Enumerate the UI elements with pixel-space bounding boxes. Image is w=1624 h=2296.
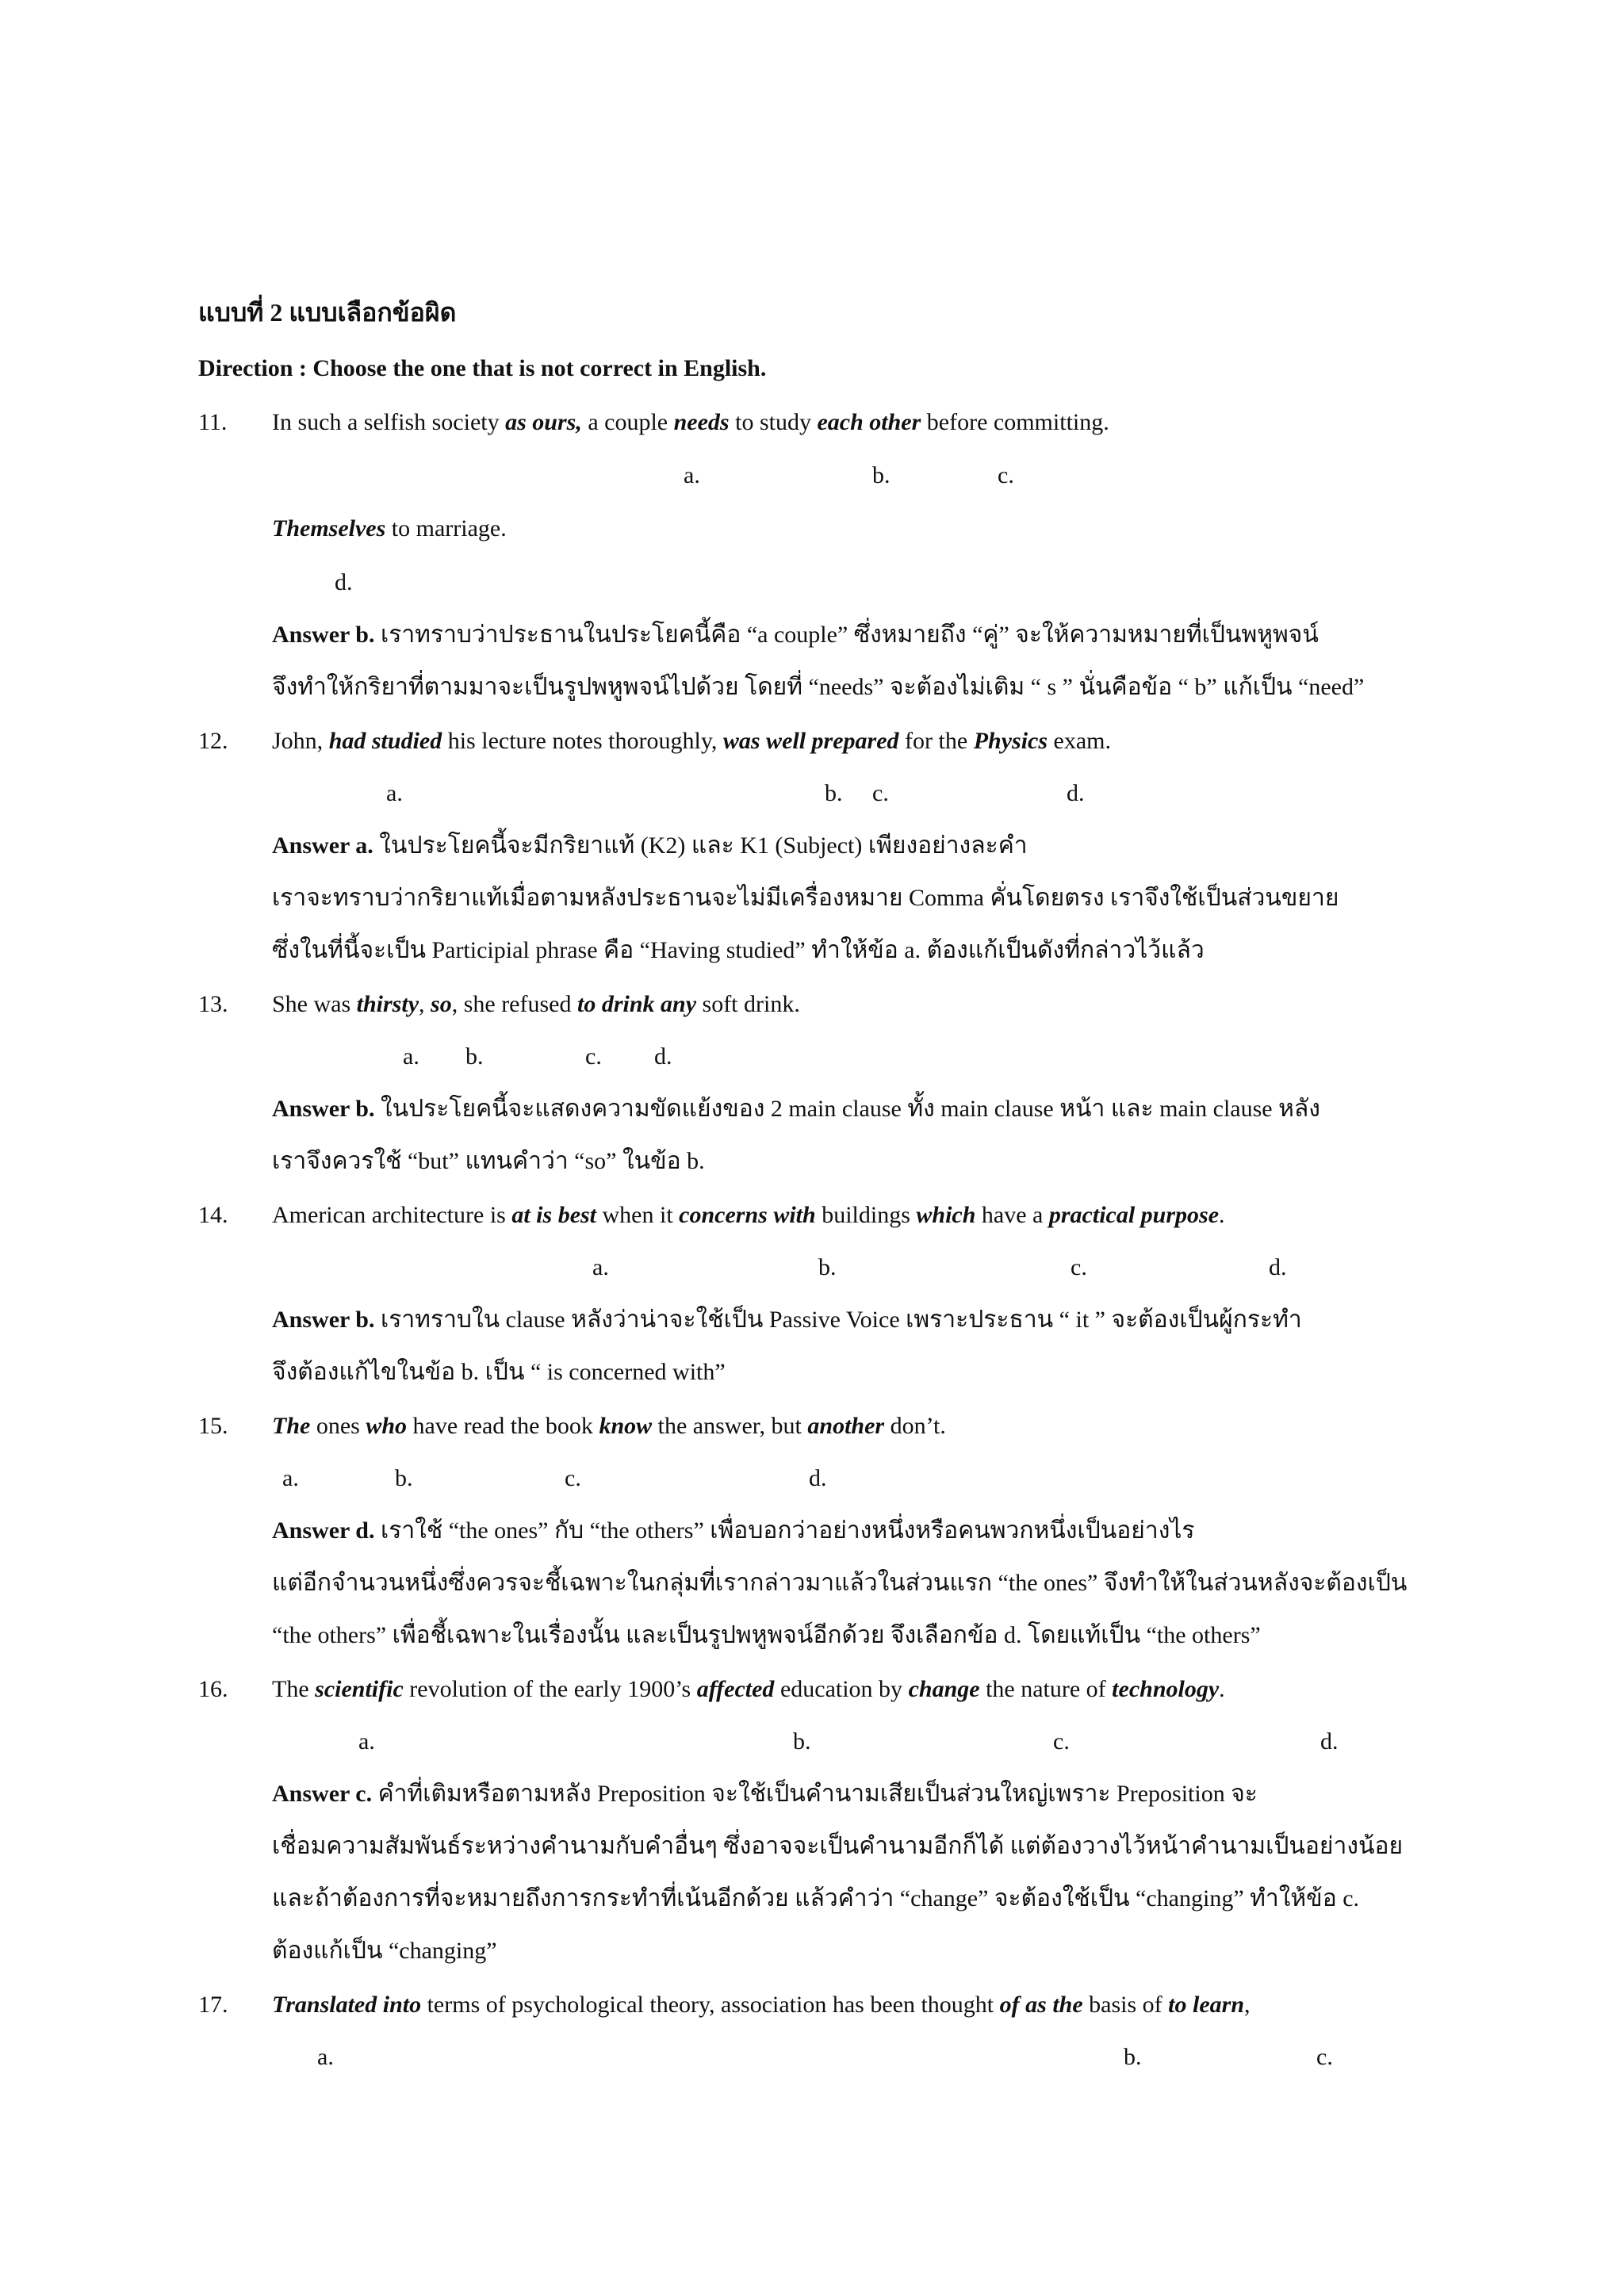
answer-12-line-2: เราจะทราบว่ากริยาแท้เมื่อตามหลังประธานจะไม่มีเครื่องหมาย Comma คั่นโดยตรง เราจึงใช้เป็นส่วนขยาย — [272, 885, 1339, 911]
answer-16-line-3: และถ้าต้องการที่จะหมายถึงการกระทำที่เน้นอีกด้วย แล้วคำว่า “change” จะต้องใช้เป็น “changing” ทำให้ข้อ c. — [272, 1885, 1360, 1911]
choice-label-a: a. — [358, 1728, 375, 1755]
choice-label-b: b. — [818, 1254, 837, 1280]
choice-label-a: a. — [317, 2044, 334, 2070]
choice-label-b: b. — [1124, 2044, 1142, 2070]
answer-12-line-1: Answer a. ในประโยคนี้จะมีกริยาแท้ (K2) และ K1 (Subject) เพียงอย่างละคำ — [272, 832, 1028, 859]
answer-14-line-2: จึงต้องแก้ไขในข้อ b. เป็น “ is concerned with” — [272, 1359, 726, 1385]
choice-label-c: c. — [1071, 1254, 1087, 1280]
choice-label-c: c. — [585, 1043, 602, 1070]
direction-text: Direction : Choose the one that is not correct in English. — [198, 355, 767, 381]
question-13-text: She was thirsty, so, she refused to drink any soft drink. — [272, 991, 800, 1017]
question-number: 12. — [198, 728, 228, 754]
answer-12-line-3: ซึ่งในที่นี้จะเป็น Participial phrase คือ “Having studied” ทำให้ข้อ a. ต้องแก้เป็นดังที่กล่าวไว้แล้ว — [272, 937, 1205, 963]
choice-label-a: a. — [282, 1465, 299, 1491]
answer-11-line-1: Answer b. เราทราบว่าประธานในประโยคนี้คือ “a couple” ซึ่งหมายถึง “คู่” จะให้ความหมายที่เป็นพหูพจน์ — [272, 622, 1319, 648]
choice-label-b: b. — [395, 1465, 413, 1491]
question-17-text: Translated into terms of psychological theory, association has been thought of as the basis of to learn, — [272, 1992, 1251, 2018]
answer-16-line-4: ต้องแก้เป็น “changing” — [272, 1938, 497, 1964]
question-number: 17. — [198, 1992, 228, 2018]
question-number: 13. — [198, 991, 228, 1017]
question-11-text: In such a selfish society as ours, a couple needs to study each other before committing. — [272, 409, 1109, 435]
question-11-continuation: Themselves to marriage. — [272, 515, 507, 541]
question-number: 16. — [198, 1676, 228, 1702]
question-12-text: John, had studied his lecture notes thoroughly, was well prepared for the Physics exam. — [272, 728, 1111, 754]
question-number: 15. — [198, 1413, 228, 1439]
choice-label-c: c. — [1053, 1728, 1070, 1755]
choice-label-c: c. — [1316, 2044, 1333, 2070]
question-number: 14. — [198, 1202, 228, 1228]
choice-label-d: d. — [1320, 1728, 1339, 1755]
question-number: 11. — [198, 409, 228, 435]
choice-label-d: d. — [654, 1043, 672, 1070]
choice-label-a: a. — [386, 780, 403, 806]
choice-label-d: d. — [809, 1465, 827, 1491]
answer-15-line-2: แต่อีกจำนวนหนึ่งซึ่งควรจะชี้เฉพาะในกลุ่มที่เรากล่าวมาแล้วในส่วนแรก “the ones” จึงทำให้ในส่วนหลังจะต้องเป็น — [272, 1570, 1408, 1596]
choice-label-b: b. — [872, 462, 891, 488]
answer-15-line-3: “the others” เพื่อชี้เฉพาะในเรื่องนั้น และเป็นรูปพหูพจน์อีกด้วย จึงเลือกข้อ d. โดยแท้เป็น “the others” — [272, 1622, 1261, 1648]
choice-label-c: c. — [565, 1465, 581, 1491]
answer-14-line-1: Answer b. เราทราบใน clause หลังว่าน่าจะใช้เป็น Passive Voice เพราะประธาน “ it ” จะต้องเป็นผู้กระทำ — [272, 1307, 1302, 1333]
section-title: แบบที่ 2 แบบเลือกข้อผิด — [198, 298, 457, 327]
choice-label-d: d. — [335, 569, 353, 595]
choice-label-a: a. — [403, 1043, 419, 1070]
answer-16-line-2: เชื่อมความสัมพันธ์ระหว่างคำนามกับคำอื่นๆ ซึ่งอาจจะเป็นคำนามอีกก็ได้ แต่ต้องวางไว้หน้าคำนามเป็นอย่างน้อย — [272, 1833, 1404, 1859]
choice-label-d: d. — [1067, 780, 1085, 806]
answer-15-line-1: Answer d. เราใช้ “the ones” กับ “the others” เพื่อบอกว่าอย่างหนึ่งหรือคนพวกหนึ่งเป็นอย่างไร — [272, 1517, 1195, 1544]
question-14-text: American architecture is at is best when it concerns with buildings which have a practical purpose. — [272, 1202, 1225, 1228]
choice-label-c: c. — [998, 462, 1014, 488]
choice-label-b: b. — [825, 780, 843, 806]
answer-13-line-1: Answer b. ในประโยคนี้จะแสดงความขัดแย้งของ 2 main clause ทั้ง main clause หน้า และ main clause หลัง — [272, 1096, 1320, 1122]
answer-11-line-2: จึงทำให้กริยาที่ตามมาจะเป็นรูปพหูพจน์ไปด้วย โดยที่ “needs” จะต้องไม่เติม “ s ” นั่นคือข้อ “ b” แก้เป็น “need” — [272, 674, 1365, 700]
choice-label-c: c. — [872, 780, 889, 806]
answer-13-line-2: เราจึงควรใช้ “but” แทนคำว่า “so” ในข้อ b. — [272, 1148, 705, 1174]
question-16-text: The scientific revolution of the early 1900’s affected education by change the nature of technology. — [272, 1676, 1225, 1702]
choice-label-a: a. — [684, 462, 700, 488]
choice-label-b: b. — [465, 1043, 484, 1070]
choice-label-d: d. — [1269, 1254, 1287, 1280]
choice-label-a: a. — [592, 1254, 609, 1280]
answer-16-line-1: Answer c. คำที่เติมหรือตามหลัง Preposition จะใช้เป็นคำนามเสียเป็นส่วนใหญ่เพราะ Preposition จะ — [272, 1781, 1258, 1807]
choice-label-b: b. — [793, 1728, 811, 1755]
question-15-text: The ones who have read the book know the answer, but another don’t. — [272, 1413, 946, 1439]
